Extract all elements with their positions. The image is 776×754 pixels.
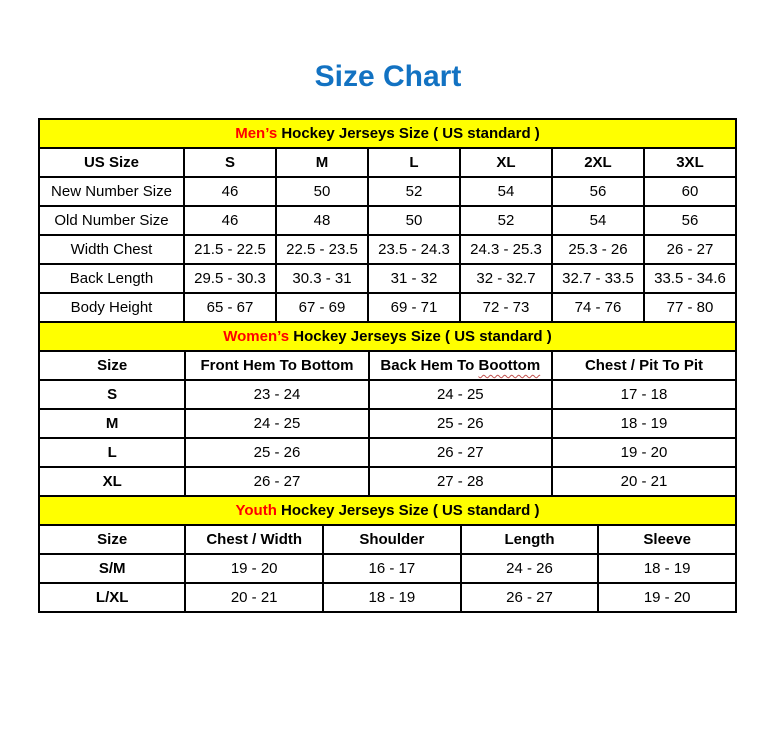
value-cell: 27 - 28 (369, 467, 552, 496)
value-cell: 77 - 80 (644, 293, 736, 322)
value-cell: 25 - 26 (369, 409, 552, 438)
column-header: 3XL (644, 148, 736, 177)
column-header: Length (461, 525, 599, 554)
womens-data-row (39, 467, 736, 496)
size-chart-page (0, 62, 776, 613)
value-cell: 17 - 18 (552, 380, 736, 409)
row-label: New Number Size (39, 177, 184, 206)
womens-band-row (39, 322, 736, 351)
value-cell: 19 - 20 (598, 583, 736, 612)
womens-data-row (39, 380, 736, 409)
column-header: S (184, 148, 276, 177)
mens-header-row (39, 148, 736, 177)
value-cell: 18 - 19 (598, 554, 736, 583)
value-cell: 19 - 20 (552, 438, 736, 467)
row-label: Old Number Size (39, 206, 184, 235)
value-cell: 65 - 67 (184, 293, 276, 322)
value-cell: 50 (368, 206, 460, 235)
value-cell: 46 (184, 177, 276, 206)
row-label: L (39, 438, 185, 467)
size-tables-container (38, 118, 737, 613)
mens-data-row (39, 206, 736, 235)
column-header: XL (460, 148, 552, 177)
value-cell: 69 - 71 (368, 293, 460, 322)
value-cell: 20 - 21 (185, 583, 323, 612)
value-cell: 24 - 25 (185, 409, 368, 438)
youth-data-row (39, 583, 736, 612)
value-cell: 16 - 17 (323, 554, 461, 583)
band-rest-text: Hockey Jerseys Size ( US standard ) (289, 328, 552, 345)
value-cell: 52 (368, 177, 460, 206)
value-cell: 31 - 32 (368, 264, 460, 293)
value-cell: 32.7 - 33.5 (552, 264, 644, 293)
womens-size-table (38, 321, 737, 497)
row-label: Body Height (39, 293, 184, 322)
value-cell: 18 - 19 (552, 409, 736, 438)
column-header: Front Hem To Bottom (185, 351, 368, 380)
mens-data-row (39, 293, 736, 322)
youth-header-row (39, 525, 736, 554)
womens-data-row (39, 409, 736, 438)
mens-data-row (39, 177, 736, 206)
value-cell: 48 (276, 206, 368, 235)
column-header: Chest / Width (185, 525, 323, 554)
value-cell: 24 - 26 (461, 554, 599, 583)
column-header: Sleeve (598, 525, 736, 554)
value-cell: 22.5 - 23.5 (276, 235, 368, 264)
value-cell: 20 - 21 (552, 467, 736, 496)
column-header: M (276, 148, 368, 177)
value-cell: 26 - 27 (369, 438, 552, 467)
youth-size-table (38, 495, 737, 613)
band-highlight-text: Women’s (223, 328, 290, 345)
band-highlight-text: Youth (235, 502, 277, 519)
value-cell: 18 - 19 (323, 583, 461, 612)
band-rest-text: Hockey Jerseys Size ( US standard ) (276, 502, 540, 519)
womens-data-row (39, 438, 736, 467)
value-cell: 67 - 69 (276, 293, 368, 322)
column-header: Size (39, 525, 185, 554)
band-highlight-text: Men’s (235, 125, 278, 142)
value-cell: 50 (276, 177, 368, 206)
value-cell: 23.5 - 24.3 (368, 235, 460, 264)
column-header: Back Hem To Boottom (369, 351, 552, 380)
row-label: Back Length (39, 264, 184, 293)
mens-size-table (38, 118, 737, 323)
value-cell: 26 - 27 (185, 467, 368, 496)
page-title: Size Chart (314, 60, 462, 93)
value-cell: 26 - 27 (644, 235, 736, 264)
value-cell: 56 (552, 177, 644, 206)
youth-table-band (39, 496, 736, 525)
value-cell: 29.5 - 30.3 (184, 264, 276, 293)
row-label: L/XL (39, 583, 185, 612)
value-cell: 19 - 20 (185, 554, 323, 583)
band-rest-text: Hockey Jerseys Size ( US standard ) (277, 125, 540, 142)
column-header: 2XL (552, 148, 644, 177)
value-cell: 56 (644, 206, 736, 235)
mens-band-row (39, 119, 736, 148)
mens-data-row (39, 235, 736, 264)
column-header: Chest / Pit To Pit (552, 351, 736, 380)
value-cell: 32 - 32.7 (460, 264, 552, 293)
column-header: Shoulder (323, 525, 461, 554)
mens-data-row (39, 264, 736, 293)
value-cell: 24 - 25 (369, 380, 552, 409)
value-cell: 52 (460, 206, 552, 235)
value-cell: 23 - 24 (185, 380, 368, 409)
value-cell: 24.3 - 25.3 (460, 235, 552, 264)
value-cell: 74 - 76 (552, 293, 644, 322)
youth-data-row (39, 554, 736, 583)
value-cell: 46 (184, 206, 276, 235)
womens-header-row (39, 351, 736, 380)
row-label: S (39, 380, 185, 409)
column-header: Size (39, 351, 185, 380)
row-label: S/M (39, 554, 185, 583)
value-cell: 25 - 26 (185, 438, 368, 467)
row-label: M (39, 409, 185, 438)
row-label: XL (39, 467, 185, 496)
youth-band-row (39, 496, 736, 525)
womens-table-band (39, 322, 736, 351)
value-cell: 26 - 27 (461, 583, 599, 612)
column-header: L (368, 148, 460, 177)
value-cell: 25.3 - 26 (552, 235, 644, 264)
column-header: US Size (39, 148, 184, 177)
value-cell: 30.3 - 31 (276, 264, 368, 293)
value-cell: 72 - 73 (460, 293, 552, 322)
value-cell: 33.5 - 34.6 (644, 264, 736, 293)
mens-table-band (39, 119, 736, 148)
value-cell: 54 (552, 206, 644, 235)
row-label: Width Chest (39, 235, 184, 264)
value-cell: 21.5 - 22.5 (184, 235, 276, 264)
value-cell: 54 (460, 177, 552, 206)
misspelled-word: Boottom (478, 357, 541, 374)
value-cell: 60 (644, 177, 736, 206)
